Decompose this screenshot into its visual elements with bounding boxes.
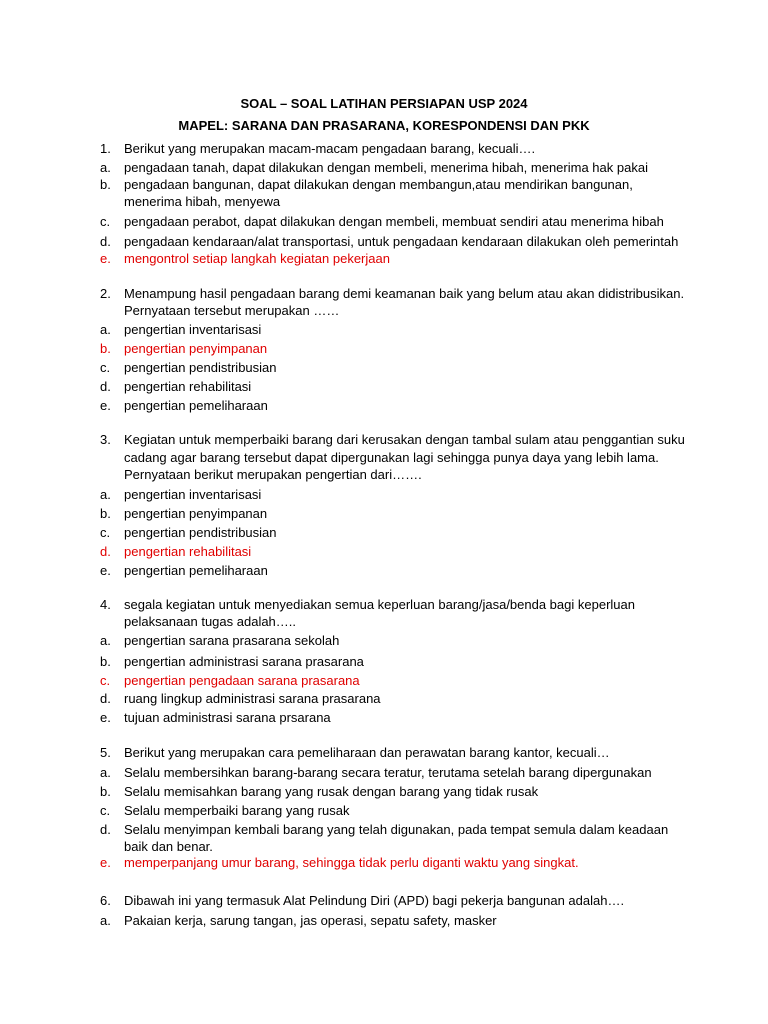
option-text: pengadaan perabot, dapat dilakukan dengan membeli, membuat sendiri atau menerima hibah <box>124 214 664 229</box>
option-letter: c. <box>100 214 111 229</box>
option-text: pengadaan tanah, dapat dilakukan dengan membeli, menerima hibah, menerima hak pakai <box>124 160 648 175</box>
option-text: ruang lingkup administrasi sarana prasarana <box>124 691 381 706</box>
answer-option-text: pengertian rehabilitasi <box>124 544 252 559</box>
option-letter: a. <box>100 487 111 502</box>
option-text: pengertian pendistribusian <box>124 525 277 540</box>
question-text-continued: Pernyataan tersebut merupakan …… <box>124 303 340 318</box>
option-text: pengertian pemeliharaan <box>124 398 268 413</box>
question-text: Dibawah ini yang termasuk Alat Pelindung Diri (APD) bagi pekerja bangunan adalah…. <box>124 893 625 908</box>
question-number: 6. <box>100 893 111 908</box>
option-text: tujuan administrasi sarana prsarana <box>124 710 331 725</box>
answer-option-text: memperpanjang umur barang, sehingga tidak perlu diganti waktu yang singkat. <box>124 855 579 870</box>
option-text: pengertian sarana prasarana sekolah <box>124 633 340 648</box>
answer-option-text: pengertian penyimpanan <box>124 341 268 356</box>
option-letter: a. <box>100 160 111 175</box>
question-text-continued: pelaksanaan tugas adalah….. <box>124 614 297 629</box>
option-text: Pakaian kerja, sarung tangan, jas operasi, sepatu safety, masker <box>124 913 497 928</box>
option-letter: a. <box>100 913 111 928</box>
question-text-continued: cadang agar barang tersebut dapat dipergunakan lagi sehingga punya daya yang lebih lama. <box>124 450 659 465</box>
option-letter: c. <box>100 360 111 375</box>
option-text: Selalu memisahkan barang yang rusak dengan barang yang tidak rusak <box>124 784 539 799</box>
document-title: SOAL – SOAL LATIHAN PERSIAPAN USP 2024 <box>240 96 528 111</box>
option-letter: b. <box>100 506 111 521</box>
option-letter: d. <box>100 822 111 837</box>
option-text: pengertian inventarisasi <box>124 322 262 337</box>
document-subtitle: MAPEL: SARANA DAN PRASARANA, KORESPONDENSI DAN PKK <box>178 118 590 133</box>
option-letter: d. <box>100 691 111 706</box>
option-letter: e. <box>100 710 111 725</box>
option-letter: b. <box>100 177 111 192</box>
answer-option-text: mengontrol setiap langkah kegiatan pekerjaan <box>124 251 390 266</box>
answer-option-letter: d. <box>100 544 111 559</box>
answer-option-letter: b. <box>100 341 111 356</box>
option-text: pengertian pendistribusian <box>124 360 277 375</box>
option-text-continued: menerima hibah, menyewa <box>124 194 281 209</box>
option-letter: a. <box>100 322 111 337</box>
option-text: pengertian penyimpanan <box>124 506 268 521</box>
option-letter: d. <box>100 234 111 249</box>
question-text: Kegiatan untuk memperbaiki barang dari kerusakan dengan tambal sulam atau penggantian suku <box>124 432 685 447</box>
option-text: Selalu membersihkan barang-barang secara teratur, terutama setelah barang dipergunakan <box>124 765 652 780</box>
option-text: pengadaan kendaraan/alat transportasi, untuk pengadaan kendaraan dilakukan oleh pemerintah <box>124 234 679 249</box>
option-letter: a. <box>100 765 111 780</box>
question-text: Berikut yang merupakan macam-macam pengadaan barang, kecuali…. <box>124 141 536 156</box>
option-letter: a. <box>100 633 111 648</box>
option-letter: b. <box>100 784 111 799</box>
answer-option-letter: e. <box>100 251 111 266</box>
option-text: pengertian pemeliharaan <box>124 563 268 578</box>
question-text: Menampung hasil pengadaan barang demi keamanan baik yang belum atau akan didistribusikan. <box>124 286 685 301</box>
option-letter: d. <box>100 379 111 394</box>
answer-option-letter: c. <box>100 673 111 688</box>
option-text: pengadaan bangunan, dapat dilakukan dengan membangun,atau mendirikan bangunan, <box>124 177 633 192</box>
option-text: pengertian inventarisasi <box>124 487 262 502</box>
question-text: segala kegiatan untuk menyediakan semua keperluan barang/jasa/benda bagi keperluan <box>124 597 635 612</box>
option-letter: e. <box>100 398 111 413</box>
question-number: 5. <box>100 745 111 760</box>
question-text: Berikut yang merupakan cara pemeliharaan dan perawatan barang kantor, kecuali… <box>124 745 610 760</box>
question-number: 1. <box>100 141 111 156</box>
answer-option-text: pengertian pengadaan sarana prasarana <box>124 673 360 688</box>
option-text: pengertian rehabilitasi <box>124 379 252 394</box>
option-text: Selalu memperbaiki barang yang rusak <box>124 803 350 818</box>
option-letter: c. <box>100 525 111 540</box>
option-text: Selalu menyimpan kembali barang yang telah digunakan, pada tempat semula dalam keadaan <box>124 822 669 837</box>
option-text: pengertian administrasi sarana prasarana <box>124 654 364 669</box>
question-text-continued: Pernyataan berikut merupakan pengertian dari……. <box>124 467 422 482</box>
option-text-continued: baik dan benar. <box>124 839 213 854</box>
question-number: 4. <box>100 597 111 612</box>
option-letter: e. <box>100 563 111 578</box>
option-letter: c. <box>100 803 111 818</box>
option-letter: b. <box>100 654 111 669</box>
answer-option-letter: e. <box>100 855 111 870</box>
question-number: 2. <box>100 286 111 301</box>
question-number: 3. <box>100 432 111 447</box>
